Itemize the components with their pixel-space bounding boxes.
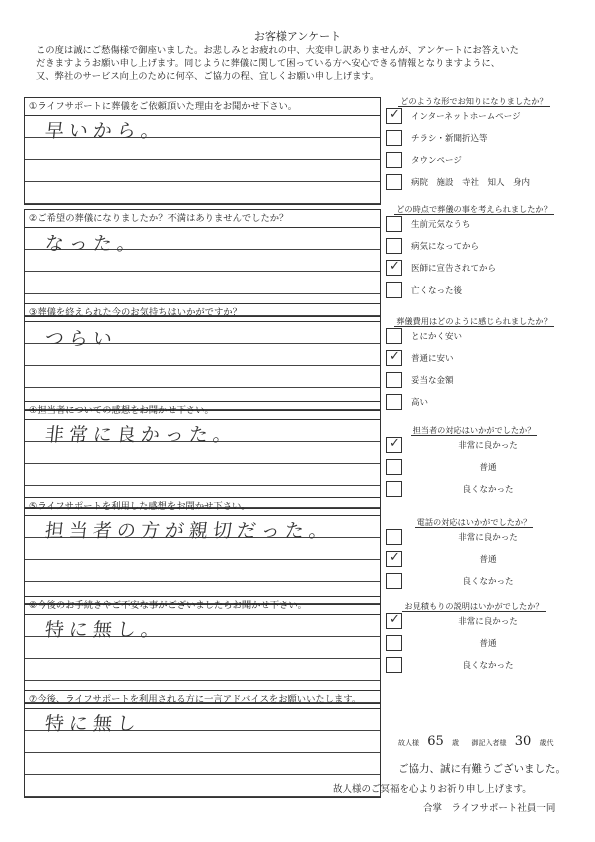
check-icon: ✓ bbox=[389, 612, 400, 627]
check-icon: ✓ bbox=[389, 107, 400, 122]
section-heading bbox=[386, 316, 562, 327]
option-row bbox=[386, 238, 566, 256]
option-row bbox=[386, 635, 566, 653]
option-checkbox[interactable] bbox=[386, 657, 402, 673]
section-heading-text: お見積もりの説明はいかがでしたか？ bbox=[404, 601, 544, 611]
question-box-5 bbox=[24, 497, 381, 605]
section-heading-text: 担当者の対応はいかがでしたか？ bbox=[412, 425, 536, 435]
option-row bbox=[386, 282, 566, 300]
section-heading-text: 葬儀費用はどのように感じられましたか？ bbox=[396, 316, 552, 326]
option-label: 普通 bbox=[479, 639, 497, 649]
check-icon: ✓ bbox=[389, 259, 400, 274]
deceased-age[interactable]: 65 bbox=[427, 734, 444, 749]
option-row bbox=[386, 130, 566, 148]
option-row bbox=[386, 459, 566, 477]
option-label: 良くなかった bbox=[462, 661, 514, 671]
question-label: ①ライフサポートに葬儀をご依頼頂いた理由をお聞かせ下さい。 bbox=[25, 98, 380, 116]
handwritten-answer[interactable]: 担当者の方が親切だった。 bbox=[43, 520, 335, 542]
option-row bbox=[386, 613, 566, 631]
question-label: ⑤ライフサポートを利用した感想をお聞かせ下さい。 bbox=[25, 498, 380, 516]
option-label: とにかく安い bbox=[411, 332, 463, 342]
intro-line: この度は誠にご愁傷様で御座いました。お悲しみとお疲れの中、大変申し訳ありませんが、アンケートにお答えいた bbox=[36, 45, 519, 56]
option-checkbox[interactable] bbox=[386, 152, 402, 168]
intro-line: 又、弊社のサービス向上のために何卒、ご協力の程、宜しくお願い申し上げます。 bbox=[36, 71, 380, 82]
option-checkbox[interactable] bbox=[386, 328, 402, 344]
section-heading bbox=[386, 425, 562, 436]
option-label: 非常に良かった bbox=[458, 533, 518, 543]
check-icon: ✓ bbox=[389, 436, 400, 451]
writer-age[interactable]: 30 bbox=[514, 734, 532, 749]
option-checkbox[interactable] bbox=[386, 437, 402, 453]
check-icon: ✓ bbox=[389, 550, 400, 565]
deceased-label: 故人様 bbox=[398, 739, 419, 747]
option-label: 病院 施設 寺社 知人 身内 bbox=[411, 178, 531, 188]
section-heading bbox=[386, 204, 562, 215]
option-checkbox[interactable] bbox=[386, 394, 402, 410]
option-label: 医師に宣告されてから bbox=[411, 264, 497, 274]
option-label: 普通 bbox=[479, 463, 497, 473]
option-label: 普通に安い bbox=[411, 354, 454, 364]
option-label: 非常に良かった bbox=[458, 441, 518, 451]
option-label: タウンページ bbox=[411, 156, 462, 166]
option-checkbox[interactable] bbox=[386, 613, 402, 629]
option-row bbox=[386, 394, 566, 412]
question-label: ④担当者についての感想をお聞かせ下さい。 bbox=[25, 402, 380, 420]
option-row bbox=[386, 328, 566, 346]
document-title: お客様アンケート bbox=[253, 30, 342, 43]
option-label: チラシ・新聞折込等 bbox=[411, 134, 488, 144]
option-checkbox[interactable] bbox=[386, 174, 402, 190]
question-label: ⑦今後、ライフサポートを利用される方に一言アドバイスをお願いいたします。 bbox=[25, 691, 380, 709]
writer-label: 御記入者様 bbox=[471, 739, 507, 747]
question-label: ③葬儀を終えられた今のお気持ちはいかがですか？ bbox=[25, 304, 380, 322]
check-icon: ✓ bbox=[389, 349, 400, 364]
option-label: 病気になってから bbox=[411, 242, 480, 252]
section-heading bbox=[386, 517, 562, 528]
option-label: 亡くなった後 bbox=[411, 286, 463, 296]
section-heading-text: どの時点で葬儀の事を考えられましたか？ bbox=[396, 204, 552, 214]
option-label: 生前元気なうち bbox=[411, 220, 471, 230]
handwritten-answer[interactable]: 特に無し bbox=[43, 713, 143, 735]
handwritten-answer[interactable]: なった。 bbox=[43, 233, 143, 255]
thanks-text: ご協力、誠に有難うございました。 bbox=[398, 763, 566, 775]
option-checkbox[interactable] bbox=[386, 216, 402, 232]
question-box-4 bbox=[24, 401, 381, 509]
prayer-text: 故人様のご冥福を心よりお祈り申し上げます。 bbox=[333, 784, 532, 795]
option-checkbox[interactable] bbox=[386, 551, 402, 567]
handwritten-answer[interactable]: 非常に良かった。 bbox=[43, 424, 239, 446]
section-heading-text: 電話の対応はいかがでしたか？ bbox=[416, 517, 532, 527]
option-checkbox[interactable] bbox=[386, 282, 402, 298]
question-label: ⑥今後のお手続きやご不安な事がございましたらお聞かせ下さい。 bbox=[25, 597, 380, 615]
section-heading bbox=[386, 96, 562, 107]
option-checkbox[interactable] bbox=[386, 108, 402, 124]
option-row bbox=[386, 657, 566, 675]
question-label: ②ご希望の葬儀になりましたか？不満はありませんでしたか？ bbox=[25, 210, 380, 228]
option-row bbox=[386, 260, 566, 278]
option-checkbox[interactable] bbox=[386, 130, 402, 146]
option-checkbox[interactable] bbox=[386, 350, 402, 366]
handwritten-answer[interactable]: 早いから。 bbox=[43, 120, 167, 142]
writer-unit: 歳代 bbox=[539, 739, 554, 747]
age-unit: 歳 bbox=[452, 739, 460, 747]
age-row bbox=[398, 734, 554, 749]
option-label: インターネットホームページ bbox=[411, 112, 521, 122]
option-checkbox[interactable] bbox=[386, 260, 402, 276]
option-row bbox=[386, 152, 566, 170]
question-box-6 bbox=[24, 596, 381, 704]
question-box-1 bbox=[24, 97, 381, 205]
question-box-3 bbox=[24, 303, 381, 411]
option-label: 良くなかった bbox=[462, 485, 514, 495]
option-row bbox=[386, 437, 566, 455]
option-checkbox[interactable] bbox=[386, 529, 402, 545]
intro-line: だきますようお願い申し上げます。同じように葬儀に関して困っている方へ安心できる情報となりますように、 bbox=[36, 58, 501, 69]
option-row bbox=[386, 573, 566, 591]
option-row bbox=[386, 372, 566, 390]
intro-text bbox=[36, 44, 561, 83]
handwritten-answer[interactable]: つらい bbox=[43, 328, 119, 350]
option-label: 非常に良かった bbox=[458, 617, 518, 627]
option-row bbox=[386, 174, 566, 192]
option-row bbox=[386, 551, 566, 569]
handwritten-answer[interactable]: 特に無し。 bbox=[43, 619, 167, 641]
section-heading bbox=[386, 601, 562, 612]
option-row bbox=[386, 350, 566, 368]
option-row bbox=[386, 481, 566, 499]
option-label: 良くなかった bbox=[462, 577, 514, 587]
option-row bbox=[386, 108, 566, 126]
option-checkbox[interactable] bbox=[386, 573, 402, 589]
option-checkbox[interactable] bbox=[386, 635, 402, 651]
option-checkbox[interactable] bbox=[386, 481, 402, 497]
question-box-2 bbox=[24, 209, 381, 317]
option-checkbox[interactable] bbox=[386, 459, 402, 475]
option-row bbox=[386, 216, 566, 234]
question-box-7 bbox=[24, 690, 381, 798]
option-label: 妥当な金額 bbox=[411, 376, 454, 386]
option-row bbox=[386, 529, 566, 547]
option-label: 高い bbox=[411, 398, 429, 408]
section-heading-text: どのような形でお知りになりましたか？ bbox=[400, 96, 548, 106]
signoff-text: 合掌 ライフサポート社員一同 bbox=[423, 803, 556, 814]
option-label: 普通 bbox=[479, 555, 497, 565]
option-checkbox[interactable] bbox=[386, 238, 402, 254]
option-checkbox[interactable] bbox=[386, 372, 402, 388]
